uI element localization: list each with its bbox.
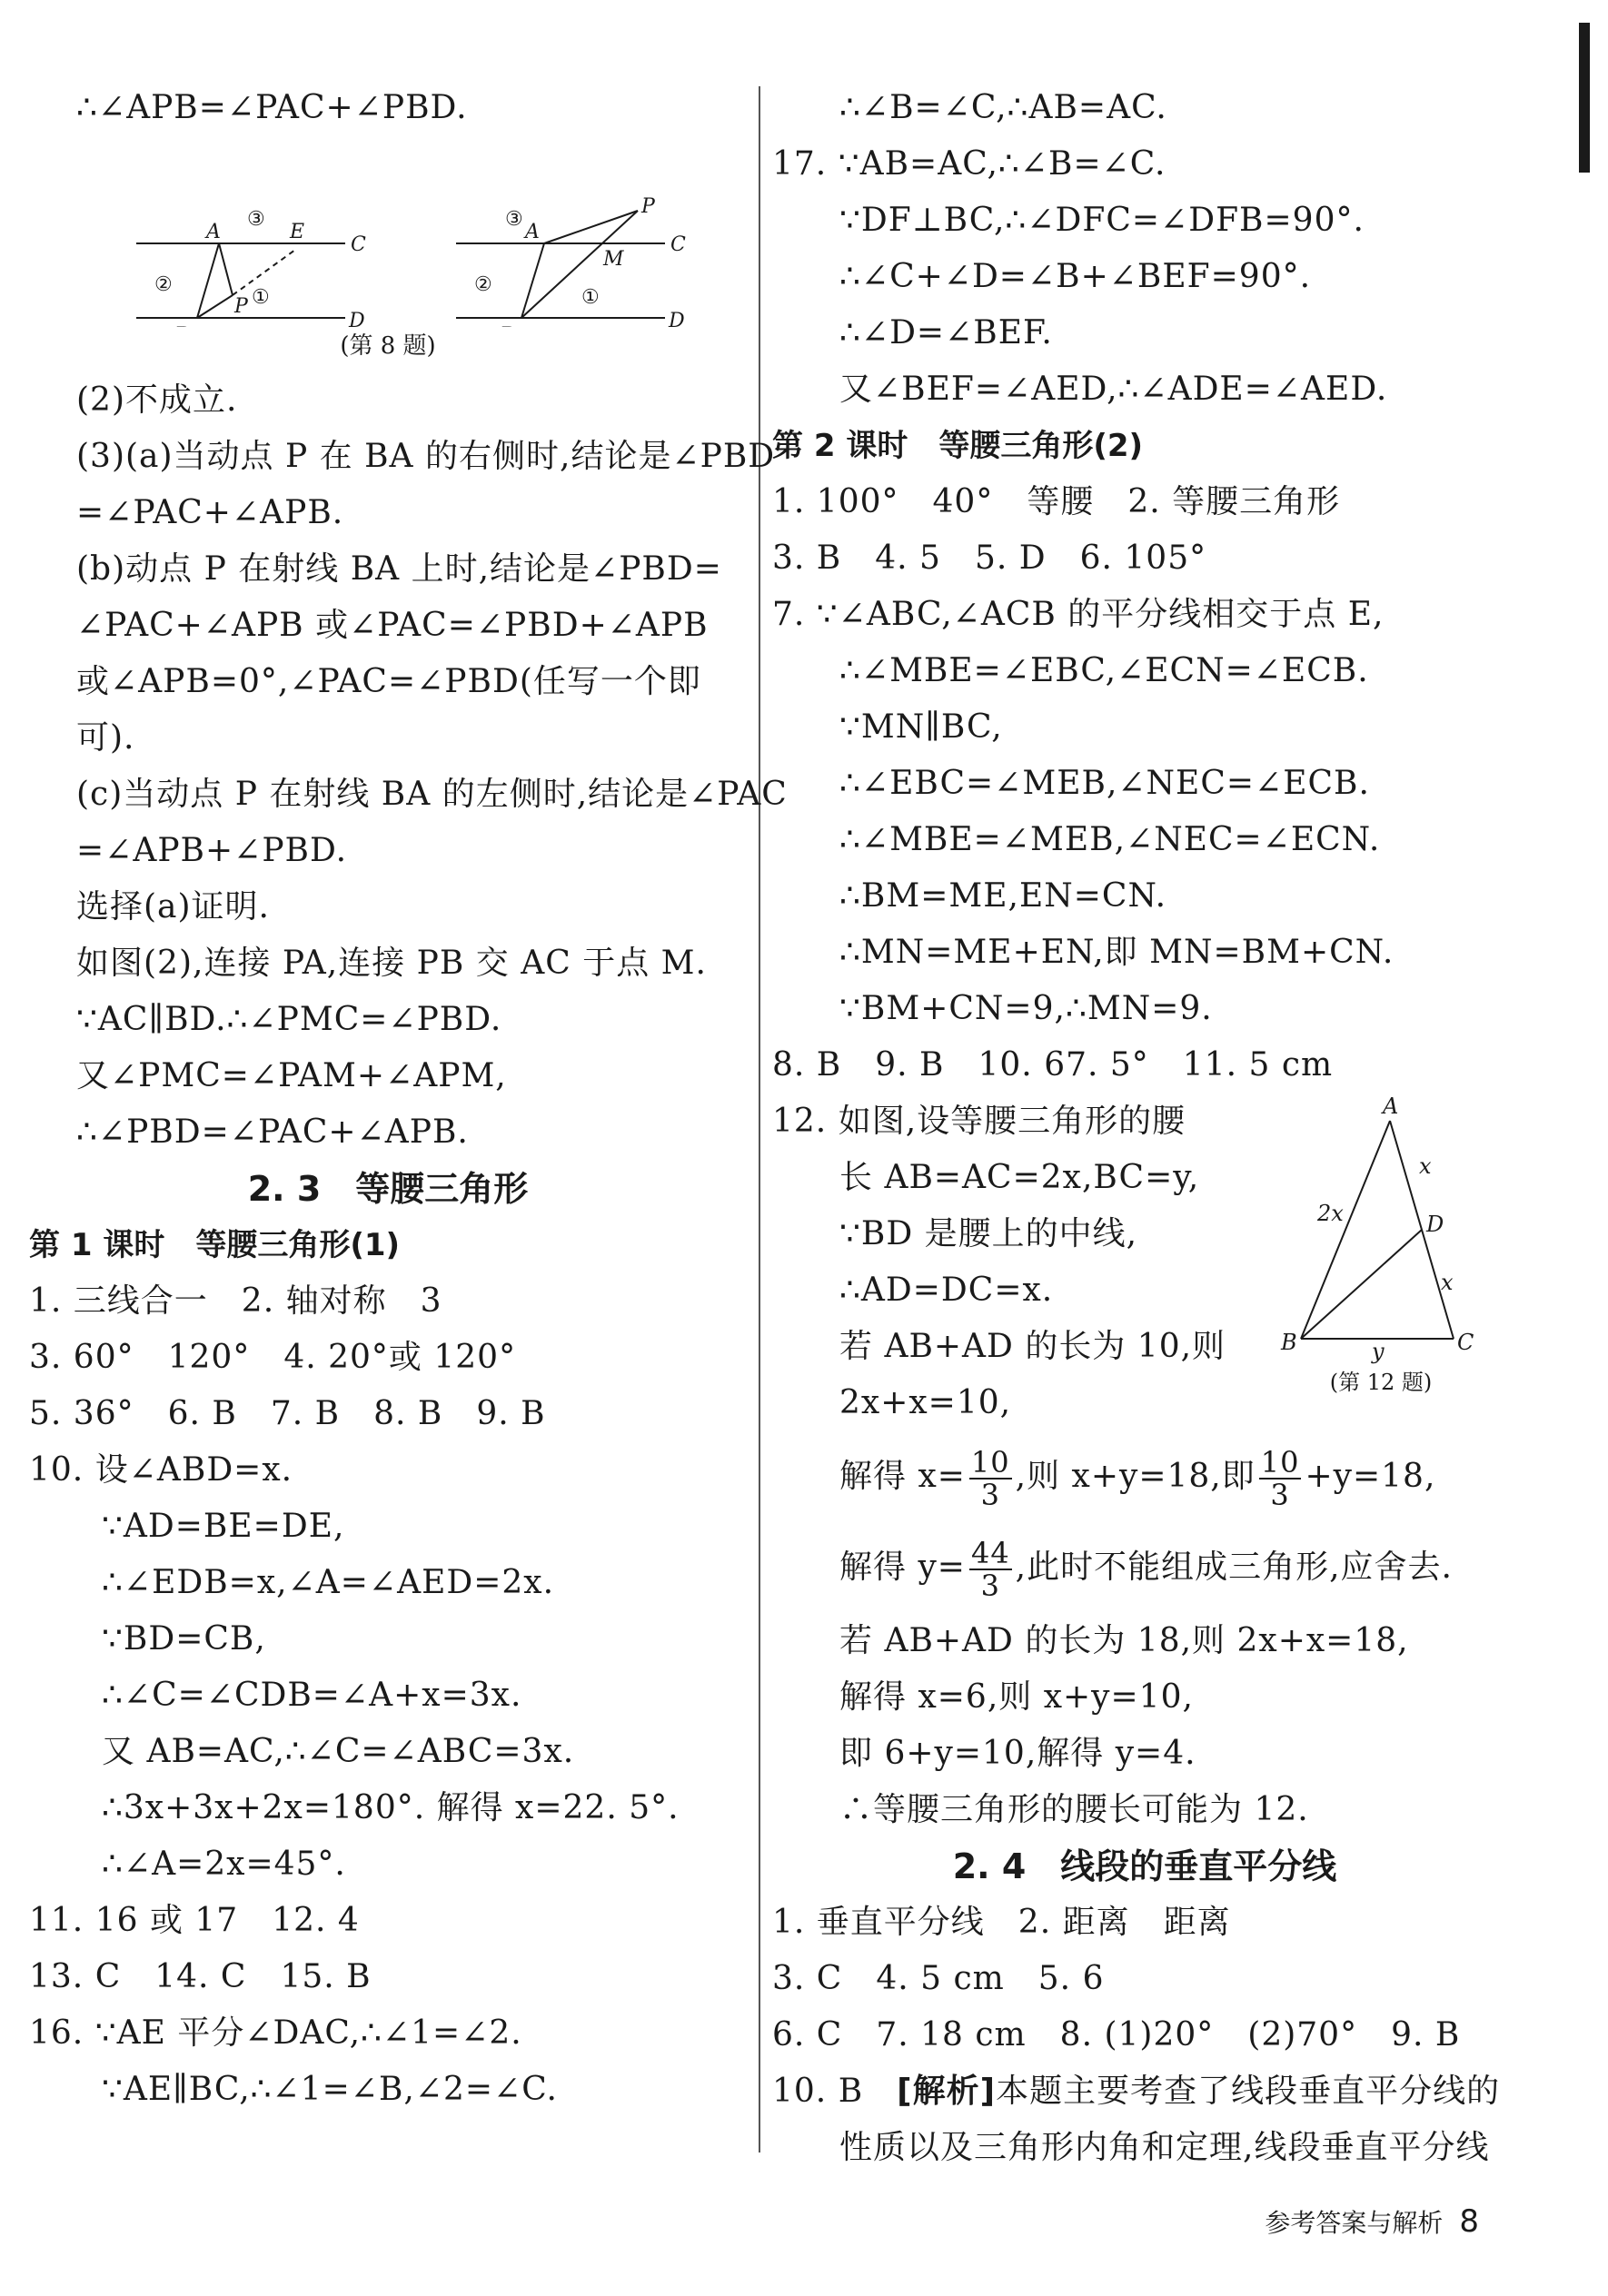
label-x: x bbox=[1441, 1270, 1454, 1295]
label-2x: 2x bbox=[1317, 1201, 1344, 1226]
figure-12-diagram bbox=[1263, 1094, 1499, 1393]
label-B: B bbox=[1281, 1330, 1297, 1355]
left-column bbox=[29, 80, 788, 2118]
numerator: 44 bbox=[970, 1536, 1010, 1570]
answer-line: 5. 36° 6. B 7. B 8. B 9. B bbox=[29, 1395, 546, 1432]
section-heading: 2. 3 等腰三角形 bbox=[247, 1169, 529, 1209]
text-line: ∴∠C+∠D=∠B+∠BEF=90°. bbox=[839, 258, 1312, 295]
answer-line: ∴3x+3x+2x=180°. 解得 x=22. 5°. bbox=[102, 1789, 680, 1826]
answer-line: 2x+x=10, bbox=[839, 1384, 1012, 1421]
text-line: ∵DF⊥BC,∴∠DFC=∠DFB=90°. bbox=[839, 202, 1365, 239]
page-number: 8 bbox=[1459, 2203, 1479, 2240]
label-P: P bbox=[234, 295, 248, 318]
text-segment: 10. B bbox=[772, 2073, 898, 2110]
answer-line: 即 6+y=10,解得 y=4. bbox=[839, 1735, 1196, 1772]
figure-8 bbox=[29, 136, 747, 327]
answer-line: 若 AB+AD 的长为 10,则 bbox=[839, 1328, 1226, 1365]
answer-line: 12. 如图,设等腰三角形的腰 bbox=[772, 1103, 1186, 1140]
answer-line bbox=[772, 2063, 1517, 2120]
lesson-heading: 第 2 课时 等腰三角形(2) bbox=[772, 428, 1144, 464]
answer-line: ∴∠C=∠CDB=∠A+x=3x. bbox=[102, 1677, 522, 1714]
numerator: 10 bbox=[970, 1445, 1010, 1480]
margin-bar bbox=[1579, 23, 1590, 173]
fraction bbox=[1259, 1447, 1302, 1510]
answer-line: 长 AB=AC=2x,BC=y, bbox=[839, 1159, 1200, 1196]
section-heading: 2. 4 线段的垂直平分线 bbox=[952, 1846, 1337, 1886]
label-E: E bbox=[290, 221, 305, 243]
text-line: (2)不成立. bbox=[76, 381, 238, 419]
answer-line: 1. 垂直平分线 2. 距离 距离 bbox=[772, 1904, 1231, 1941]
text-line: 可). bbox=[76, 719, 135, 757]
answer-line: 10. 设∠ABD=x. bbox=[29, 1451, 293, 1489]
answer-line: 16. ∵AE 平分∠DAC,∴∠1=∠2. bbox=[29, 2014, 522, 2052]
answer-line: ∵BD=CB, bbox=[102, 1620, 266, 1658]
label-C: C bbox=[670, 233, 686, 256]
answer-line: 解得 x=6,则 x+y=10, bbox=[839, 1678, 1194, 1716]
text-line: 又∠PMC=∠PAM+∠APM, bbox=[76, 1057, 507, 1094]
label-P: P bbox=[641, 195, 655, 218]
footer-title: 参考答案与解析 bbox=[1265, 2208, 1444, 2238]
text-line: ∠PAC+∠APB 或∠PAC=∠PBD+∠APB bbox=[76, 607, 709, 644]
figure-caption: (第 8 题) bbox=[340, 332, 436, 360]
page-footer bbox=[1265, 2203, 1479, 2240]
text-line: 或∠APB=0°,∠PAC=∠PBD(任写一个即 bbox=[76, 663, 701, 700]
text-segment: 解得 x= bbox=[839, 1458, 966, 1495]
text-line: (c)当动点 P 在射线 BA 的左侧时,结论是∠PAC bbox=[76, 776, 788, 813]
answer-line-fraction bbox=[772, 1431, 1517, 1522]
answer-line: ∵BM+CN=9,∴MN=9. bbox=[839, 990, 1213, 1027]
answer-line: 3. C 4. 5 cm 5. 6 bbox=[772, 1960, 1105, 1997]
text-line: =∠PAC+∠APB. bbox=[76, 494, 344, 531]
answer-line: 7. ∵∠ABC,∠ACB 的平分线相交于点 E, bbox=[772, 596, 1385, 633]
denominator: 3 bbox=[980, 1478, 1000, 1512]
region-1: ① bbox=[252, 286, 270, 309]
answer-line: 13. C 14. C 15. B bbox=[29, 1958, 372, 1995]
answer-line: ∵BD 是腰上的中线, bbox=[839, 1215, 1138, 1252]
text-segment: ,此时不能组成三角形,应舍去. bbox=[1015, 1549, 1454, 1586]
analysis-tag: [解析] bbox=[897, 2073, 997, 2110]
label-y: y bbox=[1372, 1339, 1385, 1364]
answer-line: ∴AD=DC=x. bbox=[839, 1272, 1054, 1309]
answer-line: 3. 60° 120° 4. 20°或 120° bbox=[29, 1339, 517, 1376]
region-2: ② bbox=[154, 273, 173, 296]
text-line: ∵AC∥BD.∴∠PMC=∠PBD. bbox=[76, 1001, 502, 1038]
answer-line: ∴∠MBE=∠MEB,∠NEC=∠ECN. bbox=[839, 821, 1381, 858]
label-C: C bbox=[351, 233, 366, 256]
answer-line: 若 AB+AD 的长为 18,则 2x+x=18, bbox=[839, 1622, 1409, 1659]
region-3: ③ bbox=[505, 208, 523, 231]
text-line: 17. ∵AB=AC,∴∠B=∠C. bbox=[772, 145, 1166, 183]
label-A: A bbox=[525, 221, 540, 243]
denominator: 3 bbox=[1270, 1478, 1290, 1512]
figure-8-diagram bbox=[29, 136, 747, 327]
answer-line: ∴∠EBC=∠MEB,∠NEC=∠ECB. bbox=[839, 765, 1370, 802]
region-1: ① bbox=[581, 286, 600, 309]
label-A: A bbox=[206, 221, 221, 243]
numerator: 10 bbox=[1260, 1445, 1300, 1480]
label-A: A bbox=[1383, 1094, 1399, 1119]
figure-caption: (第 12 题) bbox=[1329, 1370, 1433, 1393]
fraction bbox=[969, 1447, 1012, 1510]
text-segment: +y=18, bbox=[1305, 1458, 1436, 1495]
right-column bbox=[772, 80, 1517, 2176]
answer-line: 6. C 7. 18 cm 8. (1)20° (2)70° 9. B bbox=[772, 2016, 1461, 2054]
answer-line: ∴MN=ME+EN,即 MN=BM+CN. bbox=[839, 934, 1395, 971]
answer-line: 性质以及三角形内角和定理,线段垂直平分线 bbox=[839, 2129, 1490, 2166]
answer-line: ∴∠MBE=∠EBC,∠ECN=∠ECB. bbox=[839, 652, 1369, 689]
text-line: 如图(2),连接 PA,连接 PB 交 AC 于点 M. bbox=[76, 945, 707, 982]
answer-line: ∵AD=BE=DE, bbox=[102, 1508, 345, 1545]
text-line: 又∠BEF=∠AED,∴∠ADE=∠AED. bbox=[839, 371, 1388, 408]
answer-line: 3. B 4. 5 5. D 6. 105° bbox=[772, 539, 1207, 577]
label-M: M bbox=[603, 248, 624, 271]
label-D: D bbox=[1426, 1212, 1444, 1237]
text-segment: 解得 y= bbox=[839, 1549, 966, 1586]
label-D: D bbox=[669, 310, 685, 327]
text-line: =∠APB+∠PBD. bbox=[76, 832, 348, 869]
answer-line: ∴∠A=2x=45°. bbox=[102, 1846, 346, 1883]
column-divider bbox=[759, 86, 760, 2152]
label-C: C bbox=[1457, 1330, 1474, 1355]
text-line: ∴∠PBD=∠PAC+∠APB. bbox=[76, 1113, 469, 1151]
text-line: ∴∠APB=∠PAC+∠PBD. bbox=[76, 89, 468, 126]
answer-line: 又 AB=AC,∴∠C=∠ABC=3x. bbox=[102, 1733, 575, 1770]
answer-line: 11. 16 或 17 12. 4 bbox=[29, 1902, 360, 1939]
answer-line: ∴等腰三角形的腰长可能为 12. bbox=[839, 1791, 1309, 1828]
text-line: ∴∠D=∠BEF. bbox=[839, 314, 1053, 351]
region-3: ③ bbox=[247, 208, 265, 231]
problem-12 bbox=[772, 1094, 1517, 1431]
fraction bbox=[969, 1538, 1012, 1601]
label-B bbox=[499, 324, 514, 327]
label-x: x bbox=[1419, 1153, 1432, 1179]
answer-line-fraction bbox=[772, 1522, 1517, 1613]
answer-line: 1. 三线合一 2. 轴对称 3 bbox=[29, 1282, 442, 1320]
text-line: 选择(a)证明. bbox=[76, 888, 270, 925]
text-segment: 本题主要考查了线段垂直平分线的 bbox=[996, 2073, 1501, 2110]
label-B bbox=[174, 324, 189, 327]
answer-line: ∴BM=ME,EN=CN. bbox=[839, 877, 1167, 915]
answer-line: ∴∠EDB=x,∠A=∠AED=2x. bbox=[102, 1564, 555, 1601]
text-line: ∴∠B=∠C,∴AB=AC. bbox=[839, 89, 1167, 126]
label-D: D bbox=[349, 310, 365, 327]
lesson-heading: 第 1 课时 等腰三角形(1) bbox=[29, 1227, 401, 1263]
answer-line: ∵AE∥BC,∴∠1=∠B,∠2=∠C. bbox=[102, 2071, 558, 2108]
text-line: (3)(a)当动点 P 在 BA 的右侧时,结论是∠PBD bbox=[76, 438, 776, 475]
answer-line: 1. 100° 40° 等腰 2. 等腰三角形 bbox=[772, 483, 1341, 520]
text-line: (b)动点 P 在射线 BA 上时,结论是∠PBD= bbox=[76, 550, 722, 588]
answer-line: 8. B 9. B 10. 67. 5° 11. 5 cm bbox=[772, 1046, 1334, 1084]
text-segment: ,则 x+y=18,即 bbox=[1015, 1458, 1256, 1495]
denominator: 3 bbox=[980, 1569, 1000, 1603]
region-2: ② bbox=[474, 273, 492, 296]
answer-line: ∵MN∥BC, bbox=[839, 708, 1003, 746]
